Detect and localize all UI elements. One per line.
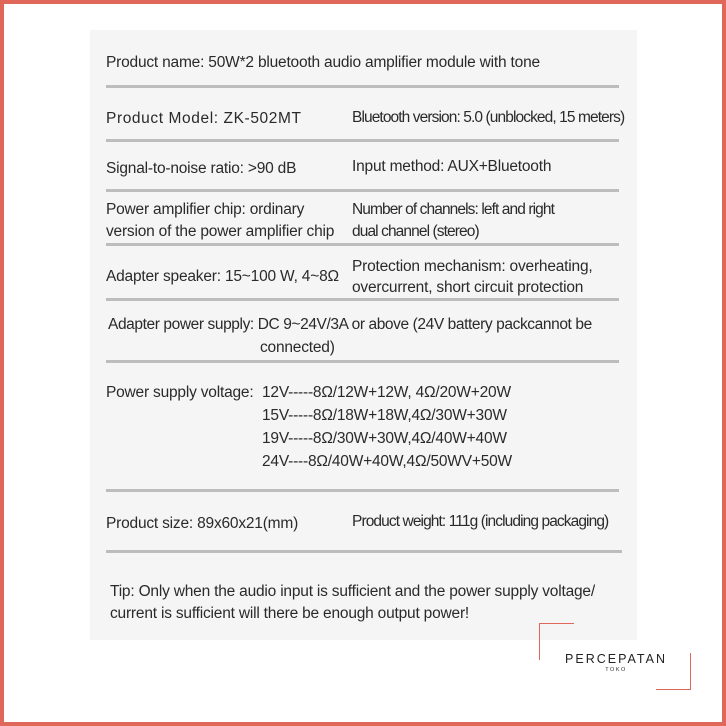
product-weight: Product weight: 111g (including packaging): [352, 513, 609, 530]
amplifier-chip-line2: version of the power amplifier chip: [106, 223, 335, 240]
divider: [106, 298, 619, 301]
protection-line2: overcurrent, short circuit protection: [352, 279, 584, 296]
brand-logo-text: PERCEPATAN: [565, 652, 667, 666]
divider: [106, 550, 622, 553]
channels-line1: Number of channels: left and right: [352, 201, 555, 218]
bluetooth-version: Bluetooth version: 5.0 (unblocked, 15 meters): [352, 109, 625, 126]
brand-logo-subtext: TOKO: [605, 667, 627, 673]
snr: Signal-to-noise ratio: >90 dB: [106, 160, 297, 177]
product-name: Product name: 50W*2 bluetooth audio amplifier module with tone: [106, 54, 540, 71]
divider: [106, 85, 619, 88]
divider: [106, 489, 619, 492]
voltage-label: Power supply voltage:: [106, 384, 254, 401]
product-model: Product Model: ZK-502MT: [106, 110, 302, 127]
protection-line1: Protection mechanism: overheating,: [352, 258, 593, 275]
amplifier-chip-line1: Power amplifier chip: ordinary: [106, 201, 305, 218]
product-size: Product size: 89x60x21(mm): [106, 515, 299, 532]
divider: [106, 243, 619, 246]
voltage-row: 12V-----8Ω/12W+12W, 4Ω/20W+20W: [262, 384, 511, 401]
divider: [106, 360, 619, 363]
input-method: Input method: AUX+Bluetooth: [352, 158, 552, 175]
divider: [106, 189, 619, 192]
channels-line2: dual channel (stereo): [352, 223, 479, 240]
voltage-row: 24V----8Ω/40W+40W,4Ω/50WV+50W: [262, 453, 512, 470]
voltage-row: 15V-----8Ω/18W+18W,4Ω/30W+30W: [262, 407, 507, 424]
tip-line1: Tip: Only when the audio input is sufficient and the power supply voltage/: [110, 583, 595, 600]
adapter-power-line1: Adapter power supply: DC 9~24V/3A or above (24V battery packcannot be: [108, 316, 592, 333]
tip-line2: current is sufficient will there be enough output power!: [110, 605, 470, 622]
adapter-power-line2: connected): [260, 339, 335, 356]
voltage-row: 19V-----8Ω/30W+30W,4Ω/40W+40W: [262, 430, 507, 447]
adapter-speaker: Adapter speaker: 15~100 W, 4~8Ω: [106, 268, 339, 285]
divider: [106, 139, 619, 142]
